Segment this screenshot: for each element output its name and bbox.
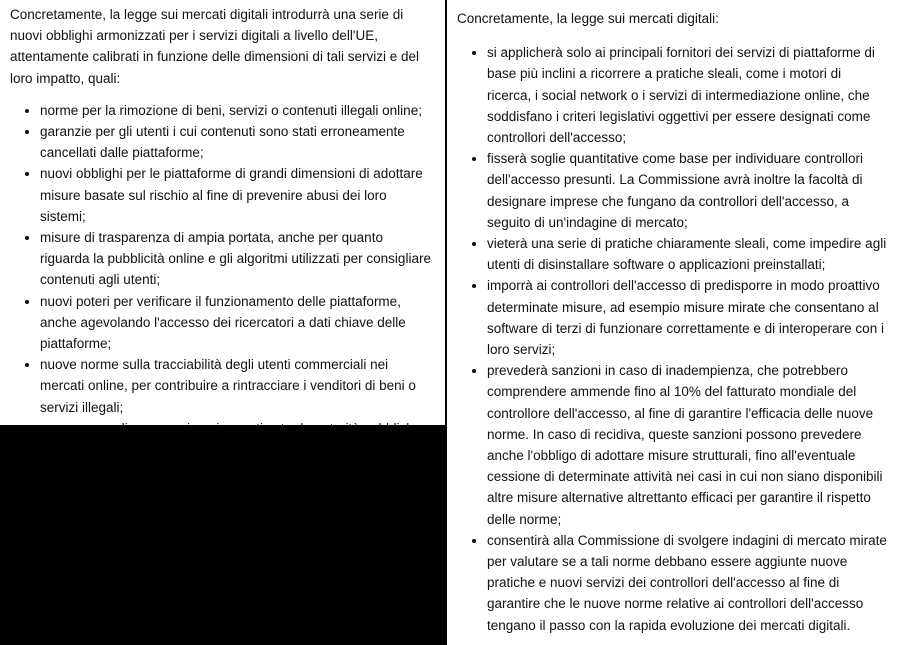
- black-area: [0, 425, 447, 645]
- right-intro: Concretamente, la legge sui mercati digitali:: [457, 11, 719, 26]
- list-item: • si applicherà solo ai principali fornitori dei servizi di piattaforme di base più inclini a ricorrere a pratiche sleali, come i motori di ricerca, i social network o i servizi di intermediazione online, che soddisfano i criteri legislativi oggettivi per essere designati come controllori dell'accesso;: [487, 42, 889, 148]
- list-item: • nuove norme sulla tracciabilità degli utenti commerciali nei mercati online, per contribuire a rintracciare i venditori di beni o servizi illegali;: [40, 354, 432, 418]
- list-item: • prevederà sanzioni in caso di inadempienza, che potrebbero comprendere ammende fino al 10% del fatturato mondiale del controllore dell'accesso, al fine di garantire l'efficacia delle nuove norme. In caso di recidiva, queste sanzioni possono prevedere anche l'obbligo di adottare misure strutturali, fino all'eventuale cessione di determinate attività nei casi in cui non siano disponibili altre misure alternative altrettanto efficaci per garantire il rispetto delle norme;: [487, 360, 889, 530]
- list-item: • norme per la rimozione di beni, servizi o contenuti illegali online;: [40, 100, 432, 121]
- right-bullet-list: [457, 42, 889, 636]
- right-panel: [447, 0, 899, 645]
- list-item: • fisserà soglie quantitative come base per individuare controllori dell'accesso presunti. La Commissione avrà inoltre la facoltà di designare imprese che fungano da controllori dell'accesso, a seguito di un'indagine di mercato;: [487, 148, 889, 233]
- list-item: • vieterà una serie di pratiche chiaramente sleali, come impedire agli utenti di disinstallare software o applicazioni preinstallati;: [487, 233, 889, 275]
- list-item: • nuovi obblighi per le piattaforme di grandi dimensioni di adottare misure basate sul rischio al fine di prevenire abusi dei loro sistemi;: [40, 163, 432, 227]
- list-item: • garanzie per gli utenti i cui contenuti sono stati erroneamente cancellati dalle piattaforme;: [40, 121, 432, 163]
- left-bullet-list: [10, 100, 432, 460]
- left-intro: Concretamente, la legge sui mercati digitali introdurrà una serie di nuovi obblighi armonizzati per i servizi digitali a livello dell'UE, attentamente calibrati in funzione delle dimensioni di tali servizi e del loro impatto, quali:: [10, 7, 419, 86]
- list-item: • imporrà ai controllori dell'accesso di predisporre in modo proattivo determinate misure, ad esempio misure mirate che consentano al software di terzi di funzionare correttamente e di interoperare con i loro servizi;: [487, 275, 889, 360]
- left-panel: [0, 0, 446, 425]
- list-item: • consentirà alla Commissione di svolgere indagini di mercato mirate per valutare se a tali norme debbano essere aggiunte nuove pratiche e nuovi servizi dei controllori dell'accesso al fine di garantire che le nuove norme relative ai controllori dell'accesso tengano il passo con la rapida evoluzione dei mercati digitali.: [487, 530, 889, 636]
- list-item: • misure di trasparenza di ampia portata, anche per quanto riguarda la pubblicità online e gli algoritmi utilizzati per consigliare contenuti agli utenti;: [40, 227, 432, 291]
- list-item: • nuovi poteri per verificare il funzionamento delle piattaforme, anche agevolando l'accesso dei ricercatori a dati chiave delle piattaforme;: [40, 291, 432, 355]
